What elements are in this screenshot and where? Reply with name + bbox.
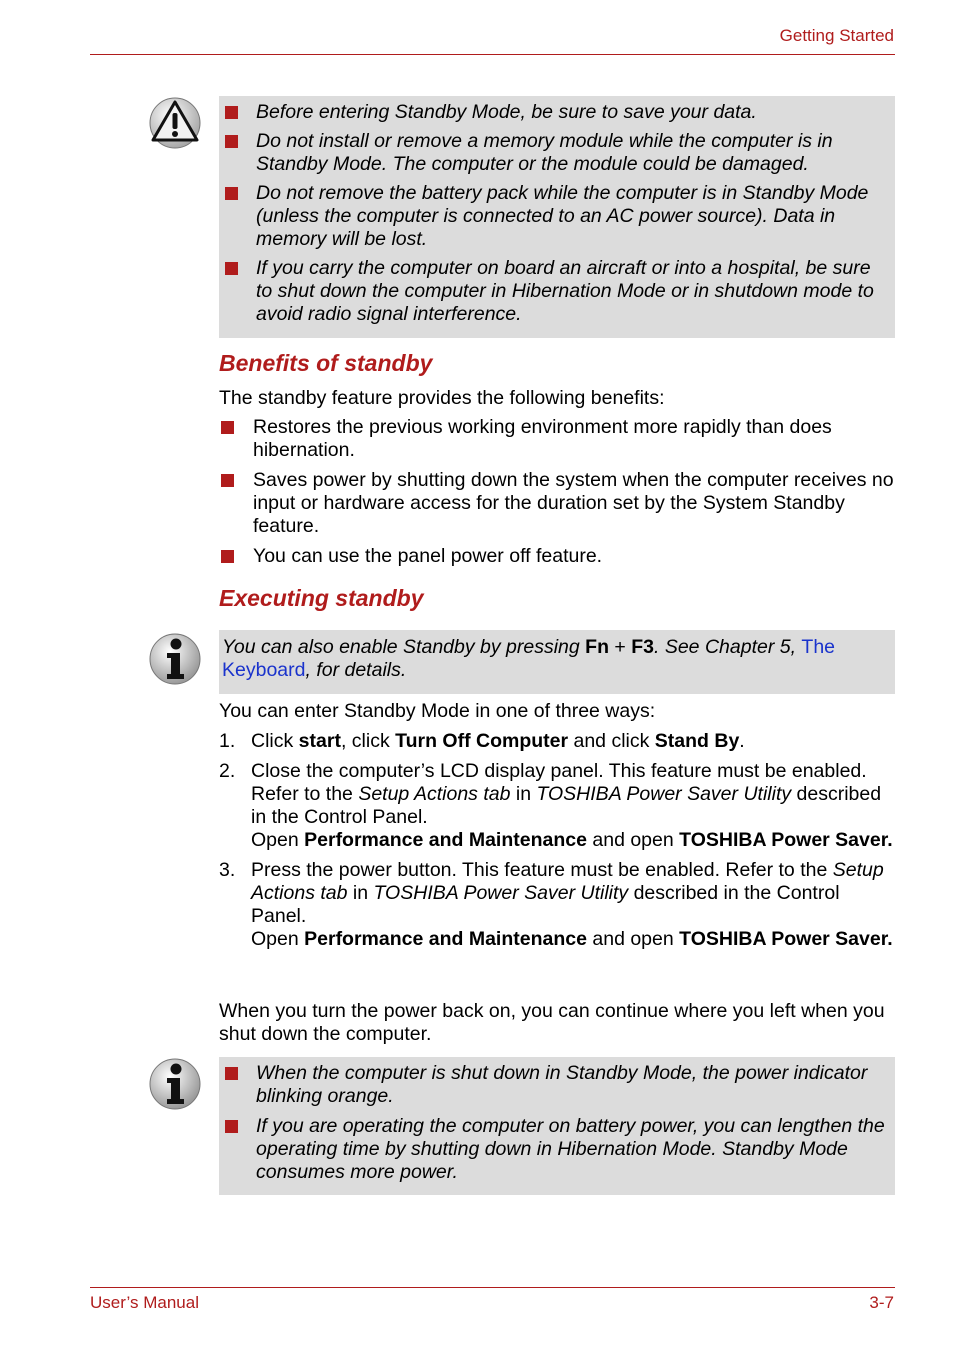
list-item: Do not remove the battery pack while the computer is in Standby Mode (unless the computer is connected to an AC power source). Data in memory will be lost. [222, 182, 887, 251]
list-item: You can use the panel power off feature. [219, 545, 895, 568]
info-icon [148, 1057, 202, 1111]
section-heading-benefits: Benefits of standby [219, 350, 433, 376]
running-header: Getting Started [779, 26, 894, 45]
list-item: 2. Close the computer’s LCD display panel. This feature must be enabled. Refer to the Setup Actions tab in TOSHIBA Power Saver Utility described in the Control Panel. Open Performance and Maintenance and open TOSHIBA Power Saver. [219, 760, 893, 851]
footer-manual-title: User’s Manual [90, 1293, 199, 1312]
executing-outro: When you turn the power back on, you can continue where you left when you shut down the computer. [219, 1000, 885, 1045]
header-rule [90, 54, 895, 55]
list-item: 1. Click start, click Turn Off Computer and click Stand By. [219, 730, 745, 752]
benefits-list [219, 416, 895, 568]
benefits-list-wrap [219, 416, 895, 568]
steps-list [219, 730, 895, 951]
info-icon [148, 632, 202, 686]
list-item: Before entering Standby Mode, be sure to save your data. [222, 101, 887, 124]
bullet-square-icon [225, 1120, 238, 1133]
bullet-square-icon [221, 550, 234, 563]
keyboard-chapter-link[interactable]: The Keyboard [222, 636, 836, 681]
caution-list [222, 101, 887, 326]
info-notes-list [222, 1062, 887, 1184]
list-item: If you are operating the computer on battery power, you can lengthen the operating time by shutting down in Hibernation Mode. Standby Mode consumes more power. [222, 1115, 887, 1184]
bullet-square-icon [225, 106, 238, 119]
list-item: If you carry the computer on board an aircraft or into a hospital, be sure to shut down the computer in Hibernation Mode or in shutdown mode to avoid radio signal interference. [222, 257, 887, 326]
executing-intro: You can enter Standby Mode in one of three ways: [219, 700, 656, 722]
bullet-square-icon [225, 187, 238, 200]
list-item: 3. Press the power button. This feature must be enabled. Refer to the Setup Actions tab in TOSHIBA Power Saver Utility described in the Control Panel. Open Performance and Maintenance and open TOSHIBA Power Saver. [219, 859, 893, 950]
list-item: Restores the previous working environment more rapidly than does hibernation. [219, 416, 895, 462]
steps-wrap [219, 730, 895, 951]
info-box-notes [219, 1057, 895, 1195]
caution-box [219, 96, 895, 338]
footer-rule [90, 1287, 895, 1288]
bullet-square-icon [225, 135, 238, 148]
bullet-square-icon [225, 262, 238, 275]
key-fn: Fn [585, 636, 609, 658]
list-item: Saves power by shutting down the system when the computer receives no input or hardware access for the duration set by the System Standby feature. [219, 469, 895, 538]
list-item: Do not install or remove a memory module while the computer is in Standby Mode. The computer or the module could be damaged. [222, 130, 887, 176]
section-heading-executing: Executing standby [219, 585, 424, 611]
bullet-square-icon [225, 1067, 238, 1080]
list-item: When the computer is shut down in Standby Mode, the power indicator blinking orange. [222, 1062, 887, 1108]
benefits-intro: The standby feature provides the following benefits: [219, 387, 665, 409]
page-number: 3-7 [869, 1293, 894, 1312]
info-box-shortcut: You can also enable Standby by pressing Fn + F3. See Chapter 5, The Keyboard, for details. [219, 630, 895, 694]
warning-triangle-icon [148, 96, 202, 150]
bullet-square-icon [221, 421, 234, 434]
key-f3: F3 [631, 636, 654, 658]
bullet-square-icon [221, 474, 234, 487]
